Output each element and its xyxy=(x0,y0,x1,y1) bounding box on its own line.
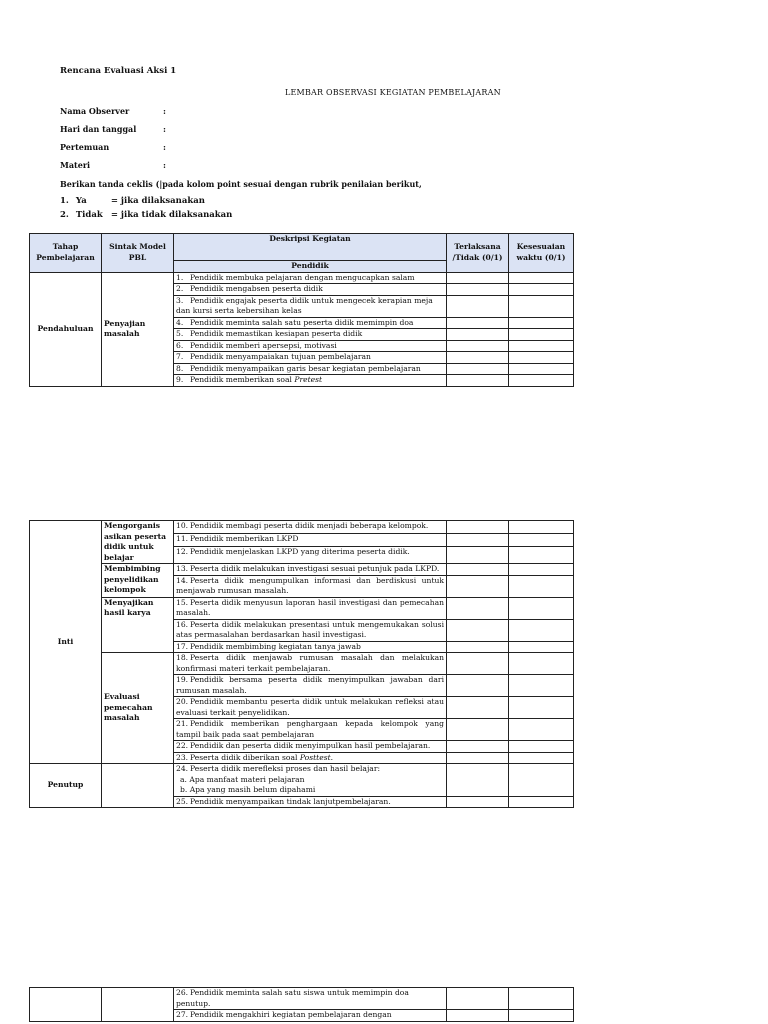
field-colon: : xyxy=(163,106,166,116)
check-cell[interactable] xyxy=(447,619,509,641)
item-text: Peserta didik melakukan presentasi untuk mengemukakan solusi atas permasalahan berdasarkan hasil investigasi. xyxy=(176,619,444,639)
item-text: Pendidik mengakhiri kegiatan pembelajaran dengan xyxy=(190,1010,392,1019)
instruction-text: Berikan tanda ceklis (|pada kolom point sesuai dengan rubrik penilaian berikut, xyxy=(60,179,422,189)
check-cell[interactable] xyxy=(447,564,509,576)
check-cell[interactable] xyxy=(447,575,509,597)
item-text: Peserta didik melakukan investigasi sesuai petunjuk pada LKPD. xyxy=(190,564,440,573)
header-kesesuaian: Kesesuaian waktu (0/1) xyxy=(509,234,574,273)
table-row xyxy=(174,272,447,284)
table-row xyxy=(174,764,447,797)
item-number: 22. xyxy=(176,741,189,750)
check-cell[interactable] xyxy=(447,697,509,719)
table-row xyxy=(174,697,447,719)
item-number: 12. xyxy=(176,546,189,556)
check-cell[interactable] xyxy=(509,764,574,797)
check-cell[interactable] xyxy=(447,641,509,653)
item-text: Pendidik memastikan kesiapan peserta didik xyxy=(190,329,363,338)
check-cell[interactable] xyxy=(509,564,574,576)
legend-item-tidak xyxy=(60,210,232,220)
check-cell[interactable] xyxy=(509,597,574,619)
table-row xyxy=(174,363,447,375)
check-cell[interactable] xyxy=(509,653,574,675)
check-cell[interactable] xyxy=(509,1010,574,1022)
stage-pendahuluan: Pendahuluan xyxy=(30,272,102,386)
item-number: 15. xyxy=(176,597,189,607)
table-row xyxy=(174,752,447,764)
item-text: Pendidik menjelaskan LKPD yang diterima peserta didik. xyxy=(190,546,410,556)
header-tahap: Tahap Pembelajaran xyxy=(30,234,102,273)
item-text: Peserta didik merefleksi proses dan hasil belajar: xyxy=(190,764,381,773)
observation-table-1 xyxy=(29,233,574,387)
item-text: Pendidik membagi peserta didik menjadi beberapa kelompok. xyxy=(190,521,429,530)
item-text: Pendidik menyampaikan garis besar kegiatan pembelajaran xyxy=(190,363,421,373)
table-row xyxy=(174,352,447,364)
check-cell[interactable] xyxy=(509,641,574,653)
check-cell[interactable] xyxy=(447,295,509,317)
observation-table-3 xyxy=(29,987,574,1022)
item-number: 21. xyxy=(176,719,189,728)
item-text: Pendidik mengabsen peserta didik xyxy=(190,284,323,293)
item-number: 26. xyxy=(176,988,189,997)
check-cell[interactable] xyxy=(509,546,574,563)
item-number: 14. xyxy=(176,575,189,585)
check-cell[interactable] xyxy=(509,352,574,364)
item-text: Peserta didik menyusun laporan hasil investigasi dan pemecahan masalah. xyxy=(176,597,444,617)
sintak-penyajian-masalah: Penyajian masalah xyxy=(102,272,174,386)
check-cell[interactable] xyxy=(509,741,574,753)
check-cell[interactable] xyxy=(447,363,509,375)
item-number: 17. xyxy=(176,641,189,651)
check-cell[interactable] xyxy=(447,340,509,352)
table-row xyxy=(174,295,447,317)
table-row xyxy=(174,641,447,653)
legend-num: 2. xyxy=(60,210,69,220)
legend-desc: = jika tidak dilaksanakan xyxy=(110,210,233,220)
sintak-mengorganisasikan: Mengorganis asikan peserta didik untuk belajar xyxy=(102,521,174,564)
item-text: Pendidik memberikan LKPD xyxy=(190,533,299,543)
check-cell[interactable] xyxy=(509,988,574,1010)
item-text: Peserta didik menjawab rumusan masalah dan melakukan konfirmasi materi terkait pembelajaran. xyxy=(176,653,444,673)
check-cell[interactable] xyxy=(447,796,509,808)
check-cell[interactable] xyxy=(447,597,509,619)
check-cell[interactable] xyxy=(447,764,509,797)
item-number: 13. xyxy=(176,564,189,573)
check-cell[interactable] xyxy=(447,546,509,563)
check-cell[interactable] xyxy=(509,719,574,741)
check-cell[interactable] xyxy=(509,752,574,764)
check-cell[interactable] xyxy=(447,521,509,534)
item-text: Peserta didik mengumpulkan informasi dan berdiskusi untuk menjawab rumusan masalah. xyxy=(176,575,444,595)
legend-num: 1. xyxy=(60,196,69,206)
item-number: 9. xyxy=(176,375,184,384)
header-terlaksana: Terlaksana /Tidak (0/1) xyxy=(447,234,509,273)
check-cell[interactable] xyxy=(447,653,509,675)
sintak-membimbing: Membimbing penyelidikan kelompok xyxy=(102,564,174,598)
check-cell[interactable] xyxy=(447,329,509,341)
sintak-empty xyxy=(102,764,174,808)
check-cell[interactable] xyxy=(509,340,574,352)
item-number: 5. xyxy=(176,329,184,338)
table-row xyxy=(174,796,447,808)
legend-key: Ya xyxy=(75,196,87,206)
stage-penutup: Penutup xyxy=(30,764,102,808)
item-text: Pendidik memberi apersepsi, motivasi xyxy=(190,340,337,350)
table-row xyxy=(174,284,447,296)
field-label-material: Materi xyxy=(60,160,91,170)
check-cell[interactable] xyxy=(509,363,574,375)
item-number: 16. xyxy=(176,619,189,629)
sintak-evaluasi: Evaluasi pemecahan masalah xyxy=(102,653,174,764)
legend-desc: = jika dilaksanakan xyxy=(110,196,205,206)
check-cell[interactable] xyxy=(509,284,574,296)
item-number: 2. xyxy=(176,284,184,293)
header-deskripsi: Deskripsi Kegiatan xyxy=(174,234,447,261)
stage-inti: Inti xyxy=(30,521,102,764)
check-cell[interactable] xyxy=(509,575,574,597)
item-number: 27. xyxy=(176,1010,189,1019)
check-cell[interactable] xyxy=(509,329,574,341)
sub-item: a. Apa manfaat materi pelajaran xyxy=(180,774,305,784)
check-cell[interactable] xyxy=(509,317,574,329)
table-row xyxy=(174,375,447,387)
item-text: Pendidik meminta salah satu peserta didik memimpin doa xyxy=(190,317,414,327)
table-row xyxy=(174,564,447,576)
check-cell[interactable] xyxy=(447,752,509,764)
check-cell[interactable] xyxy=(509,295,574,317)
field-colon: : xyxy=(163,124,166,134)
item-number: 1. xyxy=(176,272,184,282)
check-cell[interactable] xyxy=(509,272,574,284)
check-cell[interactable] xyxy=(447,988,509,1010)
table-row xyxy=(174,619,447,641)
table-row xyxy=(174,719,447,741)
check-cell[interactable] xyxy=(509,375,574,387)
item-text: Pendidik dan peserta didik menyimpulkan hasil pembelajaran. xyxy=(190,741,431,750)
item-number: 18. xyxy=(176,653,189,662)
check-cell[interactable] xyxy=(509,675,574,697)
check-cell[interactable] xyxy=(447,284,509,296)
field-colon: : xyxy=(163,160,166,170)
item-number: 20. xyxy=(176,697,189,706)
table-row xyxy=(174,675,447,697)
observation-table-2 xyxy=(29,520,574,808)
table-row xyxy=(174,546,447,563)
field-label-date: Hari dan tanggal xyxy=(60,124,137,134)
item-text: Pendidik membuka pelajaran dengan mengucapkan salam xyxy=(190,272,415,282)
table-row xyxy=(174,597,447,619)
check-cell[interactable] xyxy=(447,741,509,753)
doc-heading: Rencana Evaluasi Aksi 1 xyxy=(60,66,177,76)
item-text: Peserta didik diberikan soal xyxy=(190,752,300,762)
item-number: 10. xyxy=(176,521,189,530)
item-text: Pendidik menyampaiakan tujuan pembelajaran xyxy=(190,352,371,361)
check-cell[interactable] xyxy=(509,619,574,641)
check-cell[interactable] xyxy=(509,533,574,546)
item-text: Pendidik bersama peserta didik menyimpulkan jawaban dari rumusan masalah. xyxy=(176,675,444,695)
table-row xyxy=(174,533,447,546)
table-row xyxy=(174,521,447,534)
item-text: Pendidik engajak peserta didik untuk mengecek kerapian meja dan kursi serta kebersihan kelas xyxy=(176,295,433,315)
item-number: 4. xyxy=(176,317,184,327)
item-text: Pendidik memberikan penghargaan kepada kelompok yang tampil baik pada saat pembelajaran xyxy=(176,719,444,739)
item-text-em: Pretest xyxy=(294,375,323,384)
item-text-em: Posttest. xyxy=(299,752,334,762)
item-text: Pendidik membantu peserta didik untuk melakukan refleksi atau evaluasi terkait penyelidikan. xyxy=(176,697,444,717)
table-row xyxy=(174,988,447,1010)
field-colon: : xyxy=(163,142,166,152)
legend-key: Tidak xyxy=(75,210,103,220)
check-cell[interactable] xyxy=(447,317,509,329)
check-cell[interactable] xyxy=(509,796,574,808)
item-text: Pendidik meminta salah satu siswa untuk memimpin doa penutup. xyxy=(176,988,409,1008)
table-row xyxy=(174,340,447,352)
table-row xyxy=(174,653,447,675)
item-text: Pendidik membimbing kegiatan tanya jawab xyxy=(190,641,361,651)
legend-item-ya xyxy=(60,196,205,206)
check-cell[interactable] xyxy=(447,719,509,741)
item-number: 8. xyxy=(176,363,184,373)
table-row xyxy=(174,329,447,341)
field-label-observer: Nama Observer xyxy=(60,106,130,116)
check-cell[interactable] xyxy=(509,521,574,534)
doc-title: LEMBAR OBSERVASI KEGIATAN PEMBELAJARAN xyxy=(285,88,501,97)
item-number: 19. xyxy=(176,675,189,684)
check-cell[interactable] xyxy=(447,375,509,387)
header-sintak: Sintak Model PBL xyxy=(102,234,174,273)
check-cell[interactable] xyxy=(447,352,509,364)
item-number: 3. xyxy=(176,295,184,305)
item-number: 6. xyxy=(176,340,184,350)
check-cell[interactable] xyxy=(447,272,509,284)
header-pendidik: Pendidik xyxy=(174,261,447,273)
check-cell[interactable] xyxy=(447,675,509,697)
sub-item: b. Apa yang masih belum dipahami xyxy=(180,785,316,794)
check-cell[interactable] xyxy=(447,1010,509,1022)
item-text: Pendidik memberikan soal xyxy=(190,375,295,384)
sintak-menyajikan: Menyajikan hasil karya xyxy=(102,597,174,653)
check-cell[interactable] xyxy=(509,697,574,719)
table-row xyxy=(174,317,447,329)
table-row xyxy=(174,741,447,753)
item-text: Pendidik menyampaikan tindak lanjutpembelajaran. xyxy=(190,796,391,806)
stage-empty xyxy=(30,988,102,1022)
item-number: 25. xyxy=(176,796,189,806)
item-number: 7. xyxy=(176,352,184,361)
check-cell[interactable] xyxy=(447,533,509,546)
item-number: 23. xyxy=(176,752,189,762)
field-label-meeting: Pertemuan xyxy=(60,142,110,152)
table-row xyxy=(174,575,447,597)
item-number: 11. xyxy=(176,533,189,543)
item-number: 24. xyxy=(176,764,189,773)
table-row xyxy=(174,1010,447,1022)
sintak-empty xyxy=(102,988,174,1022)
